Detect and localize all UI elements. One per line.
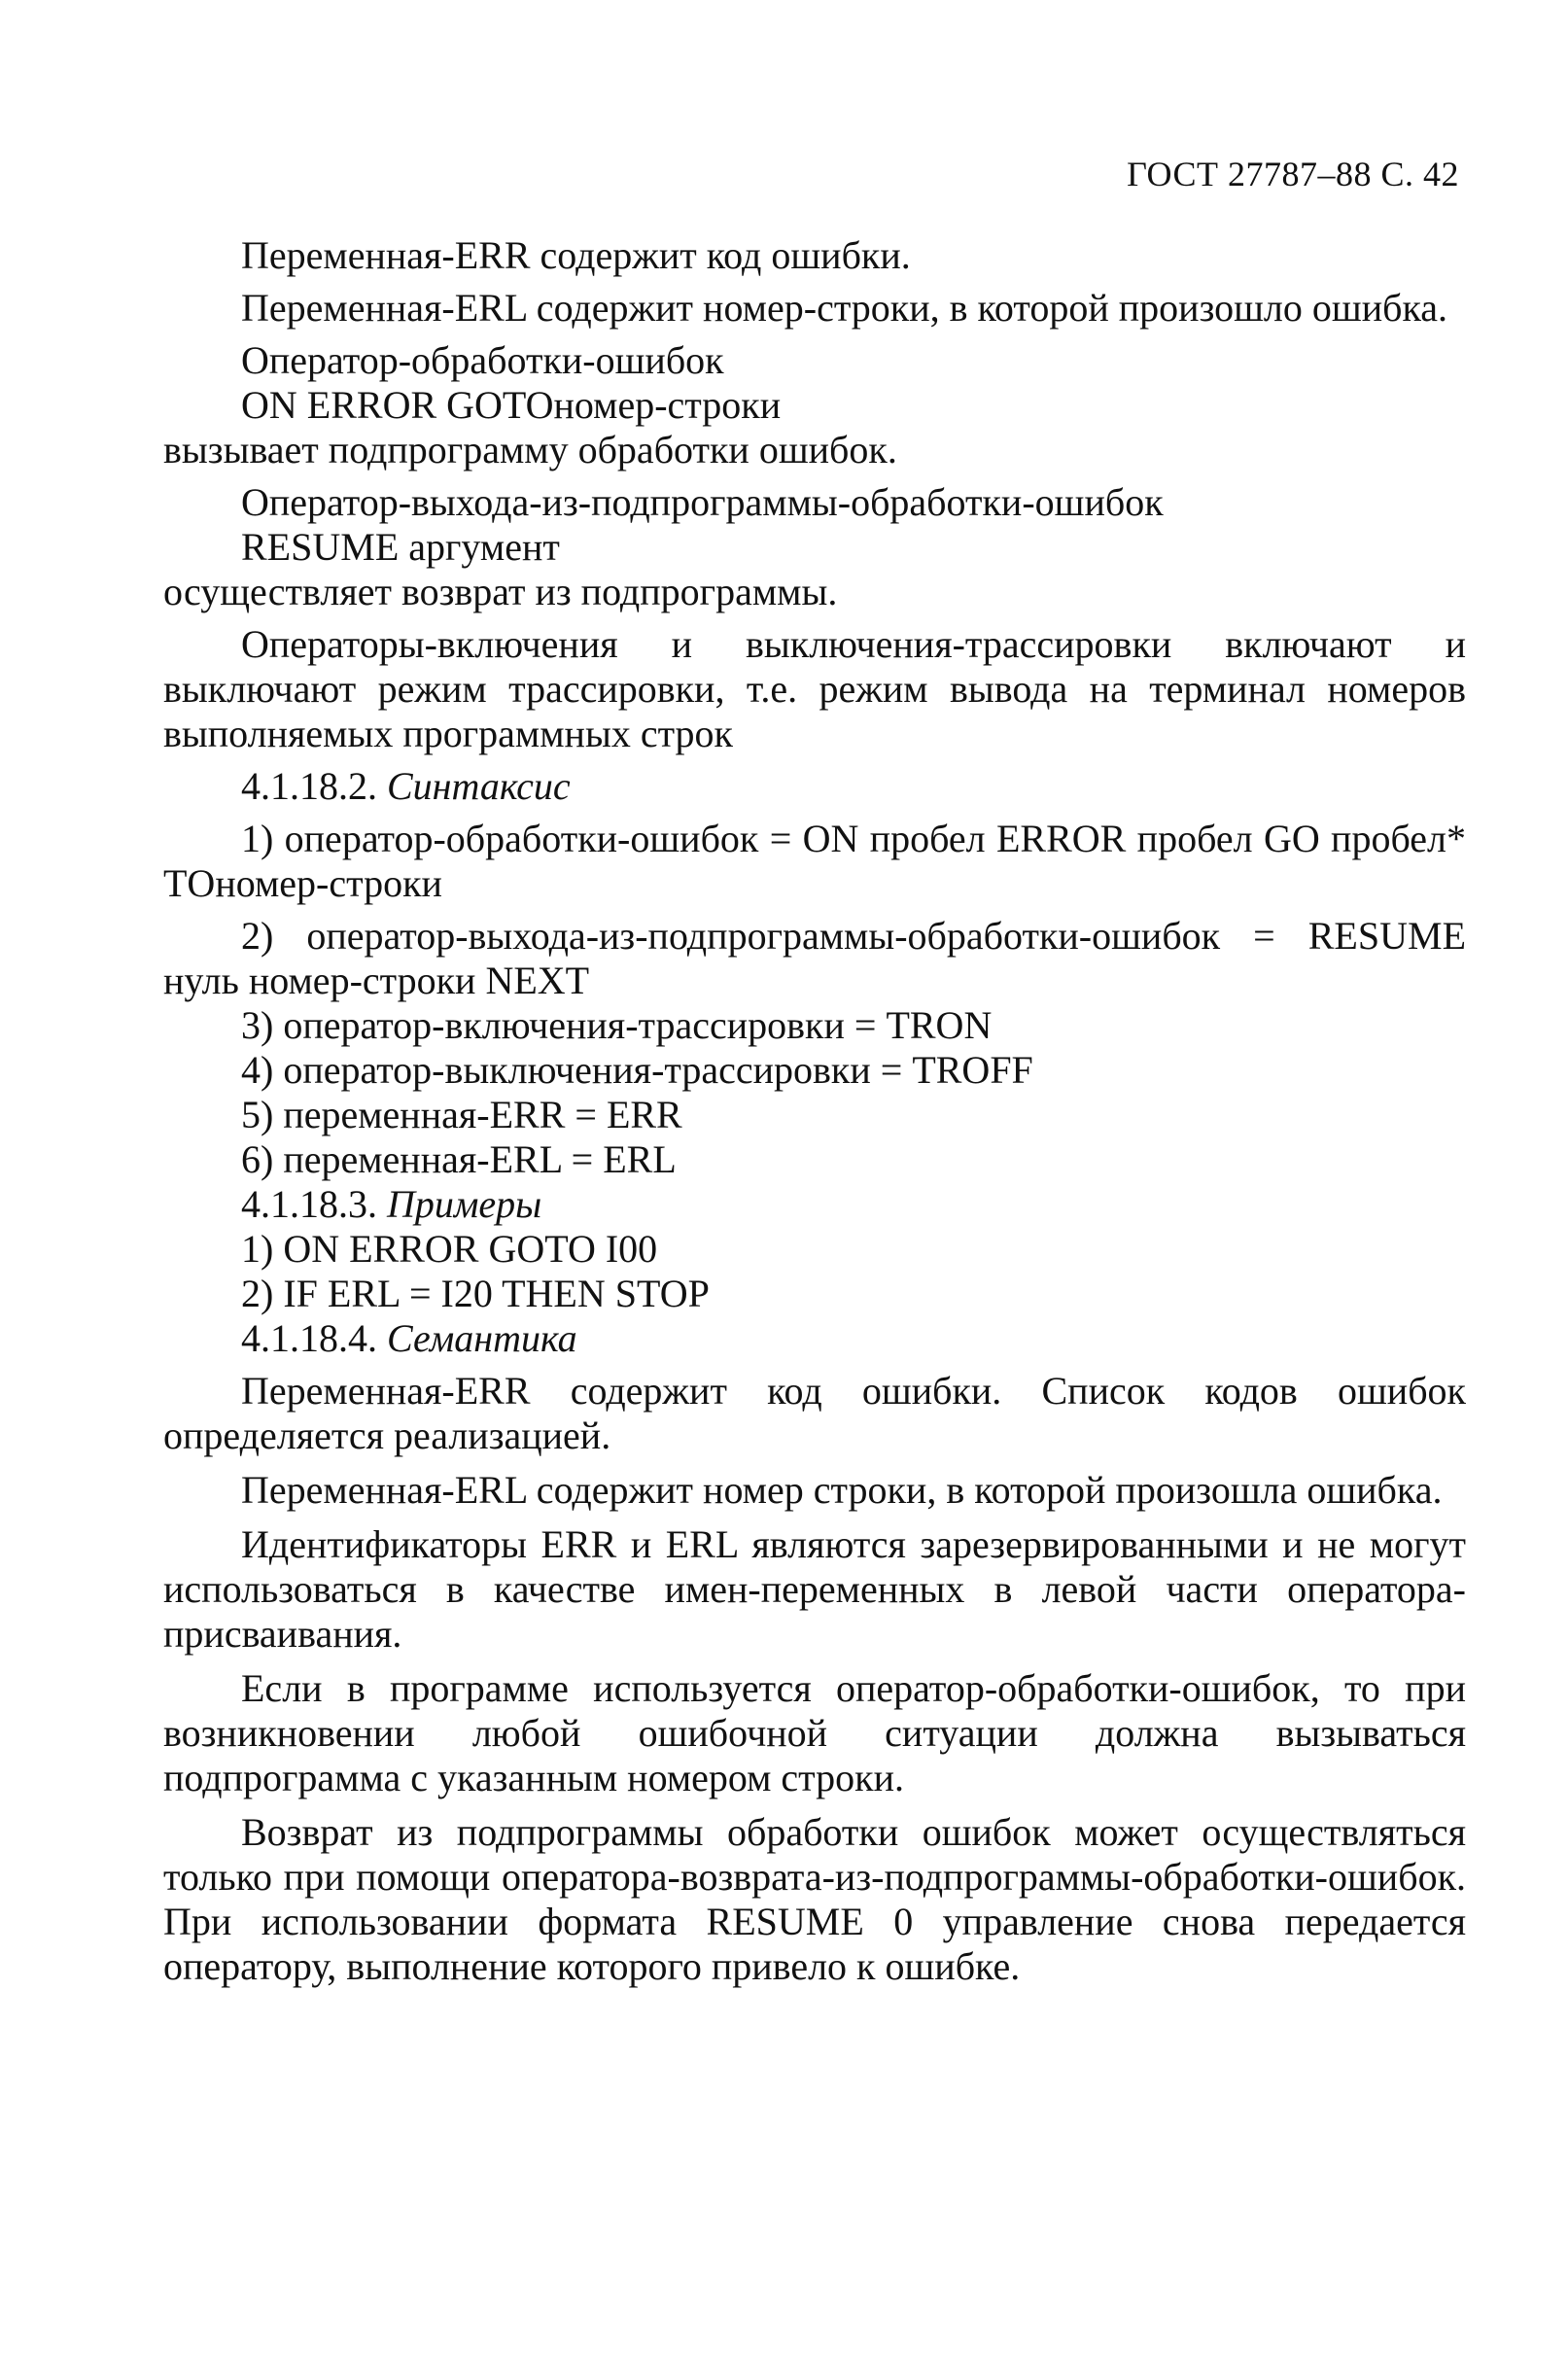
section-title: Синтаксис [387,764,571,808]
document-body [163,233,1466,1989]
paragraph: Идентификаторы ERR и ERL являются зарезервированными и не могут использоваться в качестве имен-переменных в левой части оператора-присваивания. [163,1522,1466,1656]
page-header: ГОСТ 27787–88 С. 42 [1127,155,1459,193]
paragraph: осуществляет возврат из подпрограммы. [163,570,838,613]
paragraph: вызывает подпрограмму обработки ошибок. [163,428,897,471]
paragraph: Операторы-включения и выключения-трассировки включают и выключают режим трассировки, т.е. режим вывода на терминал номеров выполняемых программных строк [163,622,1466,755]
example-line: 2) IF ERL = I20 THEN STOP [241,1272,710,1315]
syntax-rule: 1) оператор-обработки-ошибок = ON пробел ERROR пробел GO пробел* TОномер-строки [163,817,1466,905]
code-line: ON ERROR GOTOномер-строки [241,383,782,427]
paragraph: Если в программе используется оператор-обработки-ошибок, то при возникновении любой ошибочной ситуации должна вызываться подпрограмма с указанным номером строки. [163,1666,1466,1799]
section-heading [163,1182,1466,1227]
paragraph: Переменная-ERR содержит код ошибки. [241,233,911,277]
paragraph: Переменная-ERR содержит код ошибки. Список кодов ошибок определяется реализацией. [163,1369,1466,1457]
paragraph: Переменная-ERL содержит номер-строки, в которой произошло ошибка. [241,286,1448,330]
syntax-rule: 2) оператор-выхода-из-подпрограммы-обработки-ошибок = RESUME нуль номер-строки NEXT [163,914,1466,1002]
syntax-rule: 3) оператор-включения-трассировки = TRON [241,1003,993,1047]
section-number: 4.1.18.2. [241,764,377,808]
section-number: 4.1.18.3. [241,1182,377,1226]
example-line: 1) ON ERROR GOTO I00 [241,1227,658,1271]
paragraph: Оператор-выхода-из-подпрограммы-обработки-ошибок [241,480,1164,524]
paragraph: Оператор-обработки-ошибок [241,338,724,382]
syntax-rule: 5) переменная-ERR = ERR [241,1093,682,1136]
section-title: Примеры [387,1182,542,1226]
section-heading [163,764,1466,809]
syntax-rule: 6) переменная-ERL = ERL [241,1137,677,1181]
section-title: Семантика [387,1316,577,1360]
paragraph: Возврат из подпрограммы обработки ошибок может осуществляться только при помощи оператора-возврата-из-подпрограммы-обработки-ошибок. При использовании формата RESUME 0 управление снова передается оператору, выполнение которого привело к ошибке. [163,1810,1466,1988]
section-heading [163,1316,1466,1361]
code-line: RESUME аргумент [241,525,560,569]
paragraph: Переменная-ERL содержит номер строки, в которой произошла ошибка. [241,1468,1443,1512]
syntax-rule: 4) оператор-выключения-трассировки = TROFF [241,1048,1033,1092]
section-number: 4.1.18.4. [241,1316,377,1360]
